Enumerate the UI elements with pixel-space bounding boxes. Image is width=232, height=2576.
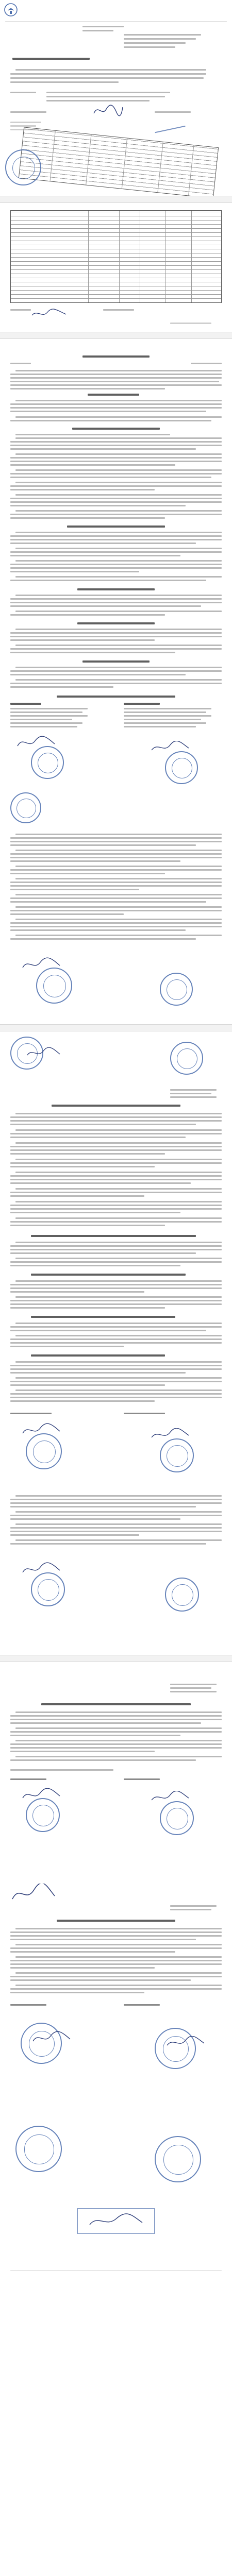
page-approval-sheet bbox=[0, 203, 232, 332]
sig-caption-right bbox=[124, 2004, 160, 2006]
round-seal bbox=[160, 1801, 194, 1835]
signature bbox=[93, 103, 124, 117]
signature bbox=[26, 1047, 62, 1059]
signature bbox=[165, 2036, 206, 2049]
sig-caption-right bbox=[124, 1413, 165, 1414]
round-seal bbox=[170, 1042, 203, 1075]
round-seal bbox=[36, 968, 72, 1004]
round-seal bbox=[165, 751, 198, 784]
round-seal bbox=[5, 149, 41, 185]
round-seal bbox=[165, 1578, 199, 1612]
sig-caption-left bbox=[10, 2004, 46, 2006]
page-contract bbox=[0, 339, 232, 1024]
stamp-mark bbox=[155, 126, 185, 133]
round-seal bbox=[26, 1433, 62, 1469]
sig-caption-left bbox=[10, 1413, 52, 1414]
sig-caption-left bbox=[10, 1778, 46, 1780]
round-seal bbox=[155, 2136, 201, 2182]
round-seal bbox=[26, 1798, 60, 1832]
approval-table bbox=[10, 210, 222, 303]
sig-caption-right bbox=[124, 1778, 160, 1780]
page-separator bbox=[0, 1024, 232, 1031]
emblem-logo bbox=[4, 3, 18, 16]
round-seal bbox=[31, 746, 64, 779]
round-seal bbox=[31, 1572, 65, 1606]
round-seal bbox=[15, 2126, 62, 2172]
page-cover-letter bbox=[0, 0, 232, 196]
stamped-register-table bbox=[19, 127, 219, 196]
page-separator bbox=[0, 1655, 232, 1662]
page-appendix-1 bbox=[0, 1031, 232, 1655]
page-separator bbox=[0, 196, 232, 203]
signature bbox=[10, 1884, 57, 1904]
page-separator bbox=[0, 332, 232, 339]
signature bbox=[31, 308, 67, 319]
page-appendix-2 bbox=[0, 1662, 232, 2425]
signature bbox=[31, 2031, 72, 2045]
signature bbox=[88, 2213, 144, 2229]
round-seal bbox=[160, 1438, 194, 1472]
round-seal bbox=[160, 973, 193, 1006]
